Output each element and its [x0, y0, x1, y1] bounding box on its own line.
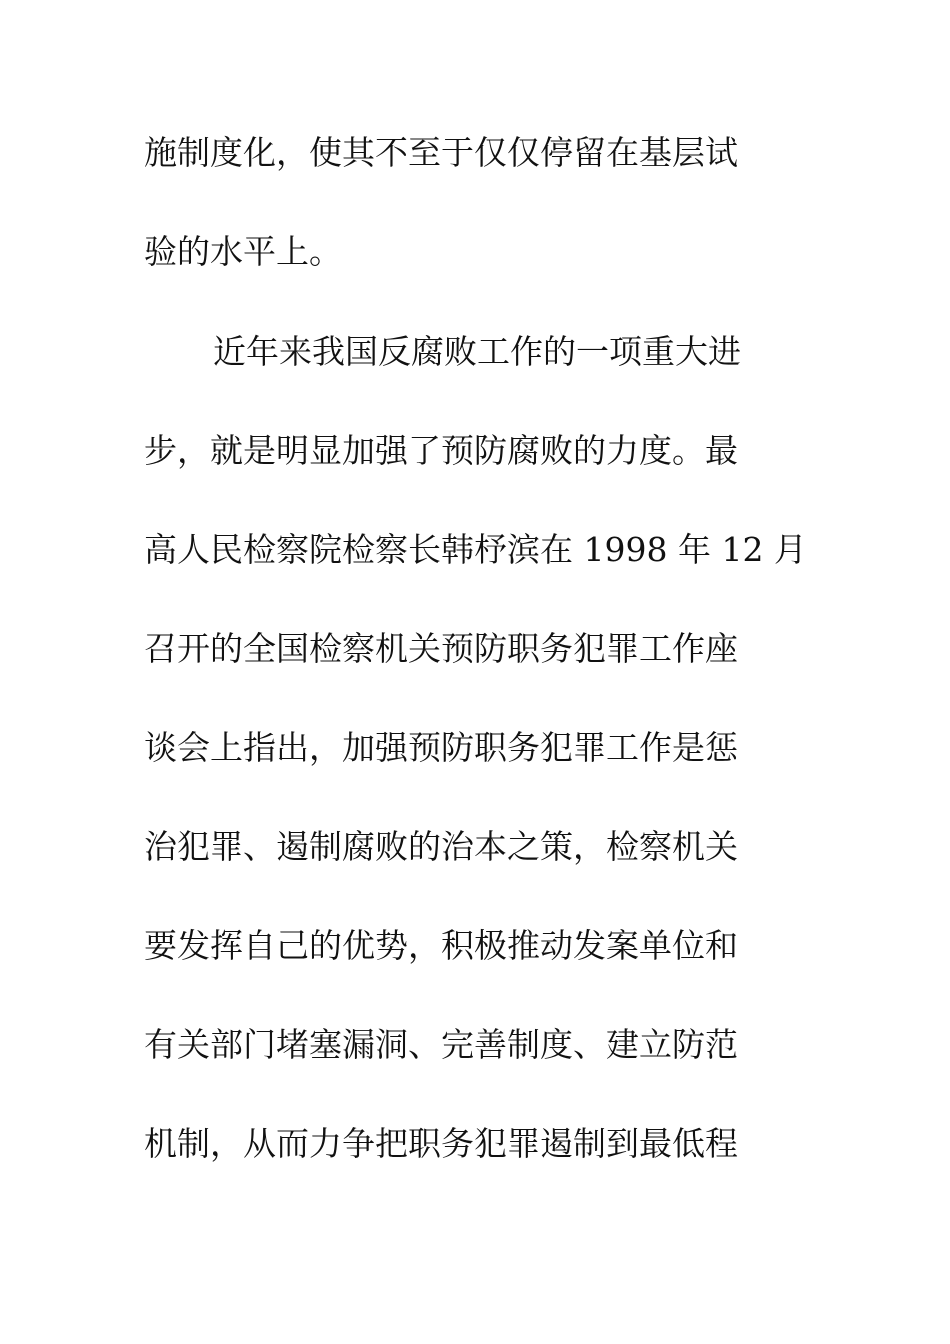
text-line-11: 机制，从而力争把职务犯罪遏制到最低程 — [144, 1124, 738, 1163]
text-line-7: 谈会上指出，加强预防职务犯罪工作是惩 — [144, 728, 738, 767]
text-line-1: 施制度化，使其不至于仅仅停留在基层试 — [144, 133, 738, 172]
text-line-10: 有关部门堵塞漏洞、完善制度、建立防范 — [144, 1025, 738, 1064]
text-line-2: 验的水平上。 — [144, 232, 342, 271]
text-line-6: 召开的全国检察机关预防职务犯罪工作座 — [144, 629, 738, 668]
text-line-9: 要发挥自己的优势，积极推动发案单位和 — [144, 926, 738, 965]
text-line-4: 步，就是明显加强了预防腐败的力度。最 — [144, 431, 738, 470]
text-line-8: 治犯罪、遏制腐败的治本之策，检察机关 — [144, 827, 738, 866]
text-line-5: 高人民检察院检察长韩杼滨在 1998 年 12 月 — [144, 530, 807, 569]
text-line-3: 近年来我国反腐败工作的一项重大进 — [213, 332, 741, 371]
